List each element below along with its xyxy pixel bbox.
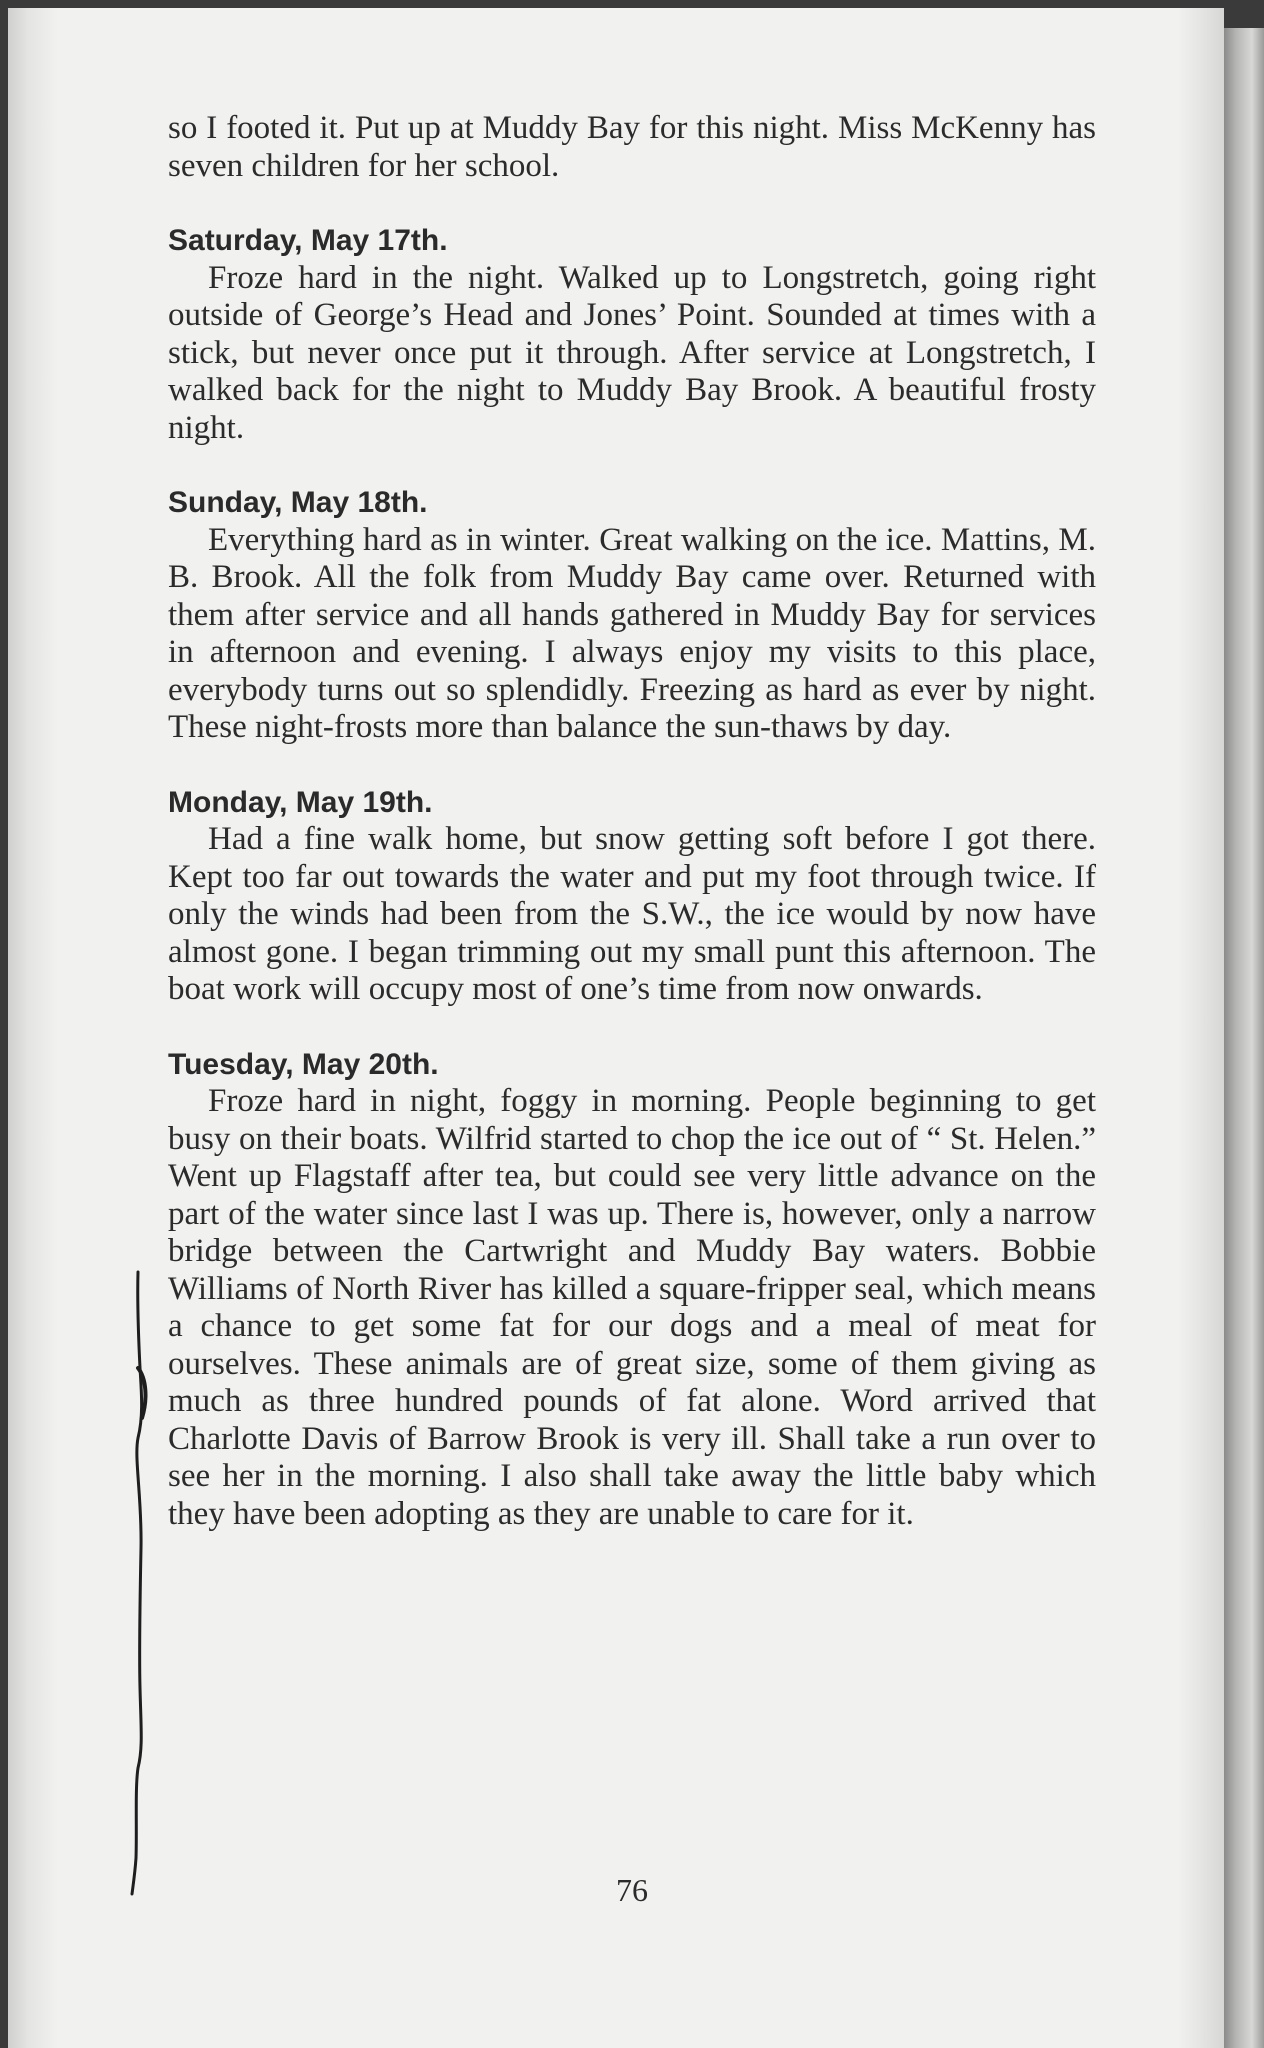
entry-date: Saturday, May 17th. [168,224,448,257]
entry-text: Everything hard as in winter. Great walking on the ice. Mattins, M. B. Brook. All the folk from Muddy Bay came over. Returned with them after service and all hands gathered in Muddy Bay for services in afternoon and evening. I always enjoy my visits to this place, everybody turns out so splendidly. Freezing as hard as ever by night. These night-frosts more than balance the sun-thaws by day. [168,521,1096,745]
entry-date: Sunday, May 18th. [168,486,428,519]
continuation-paragraph: so I footed it. Put up at Muddy Bay for this night. Miss McKenny has seven children for her school. [168,110,1096,184]
page-number: 76 [616,1872,648,1908]
book-binding-edge [1224,28,1264,2048]
page-edge-shading [1178,8,1224,2048]
page-body [168,110,1096,1533]
handwritten-margin-bracket [124,1268,154,1898]
scan-top-border [0,0,1264,8]
entry-text: Froze hard in the night. Walked up to Longstretch, going right outside of George’s Head and Jones’ Point. Sounded at times with a stick, but never once put it through. After service at Longstretch, I walked back for the night to Muddy Bay Brook. A beautiful frosty night. [168,259,1096,446]
diary-entry-monday [168,784,1096,1009]
diary-entry-saturday [168,222,1096,447]
diary-entry-tuesday [168,1046,1096,1534]
entry-date: Tuesday, May 20th. [168,1047,439,1081]
entry-text: Froze hard in night, foggy in morning. People beginning to get busy on their boats. Wilfrid started to chop the ice out of “ St. Helen.” Went up Flagstaff after tea, but could see very little advance on the part of the water since last I was up. There is, however, only a narrow bridge between the Cartwright and Muddy Bay waters. Bobbie Williams of North River has killed a square-fripper seal, which means a chance to get some fat for our dogs and a meal of meat for ourselves. These animals are of great size, some of them giving as much as three hundred pounds of fat alone. Word arrived that Charlotte Davis of Barrow Brook is very ill. Shall take a run over to see her in the morning. I also shall take away the little baby which they have been adopting as they are unable to care for it. [168,1083,1096,1532]
page-gutter-shading [8,8,58,2048]
diary-entry-sunday [168,484,1096,747]
entry-date: Monday, May 19th. [168,785,433,819]
entry-text: Had a fine walk home, but snow getting soft before I got there. Kept too far out towards the water and put my foot through twice. If only the winds had been from the S.W., the ice would by now have almost gone. I began trimming out my small punt this afternoon. The boat work will occupy most of one’s time from now onwards. [168,821,1096,1007]
